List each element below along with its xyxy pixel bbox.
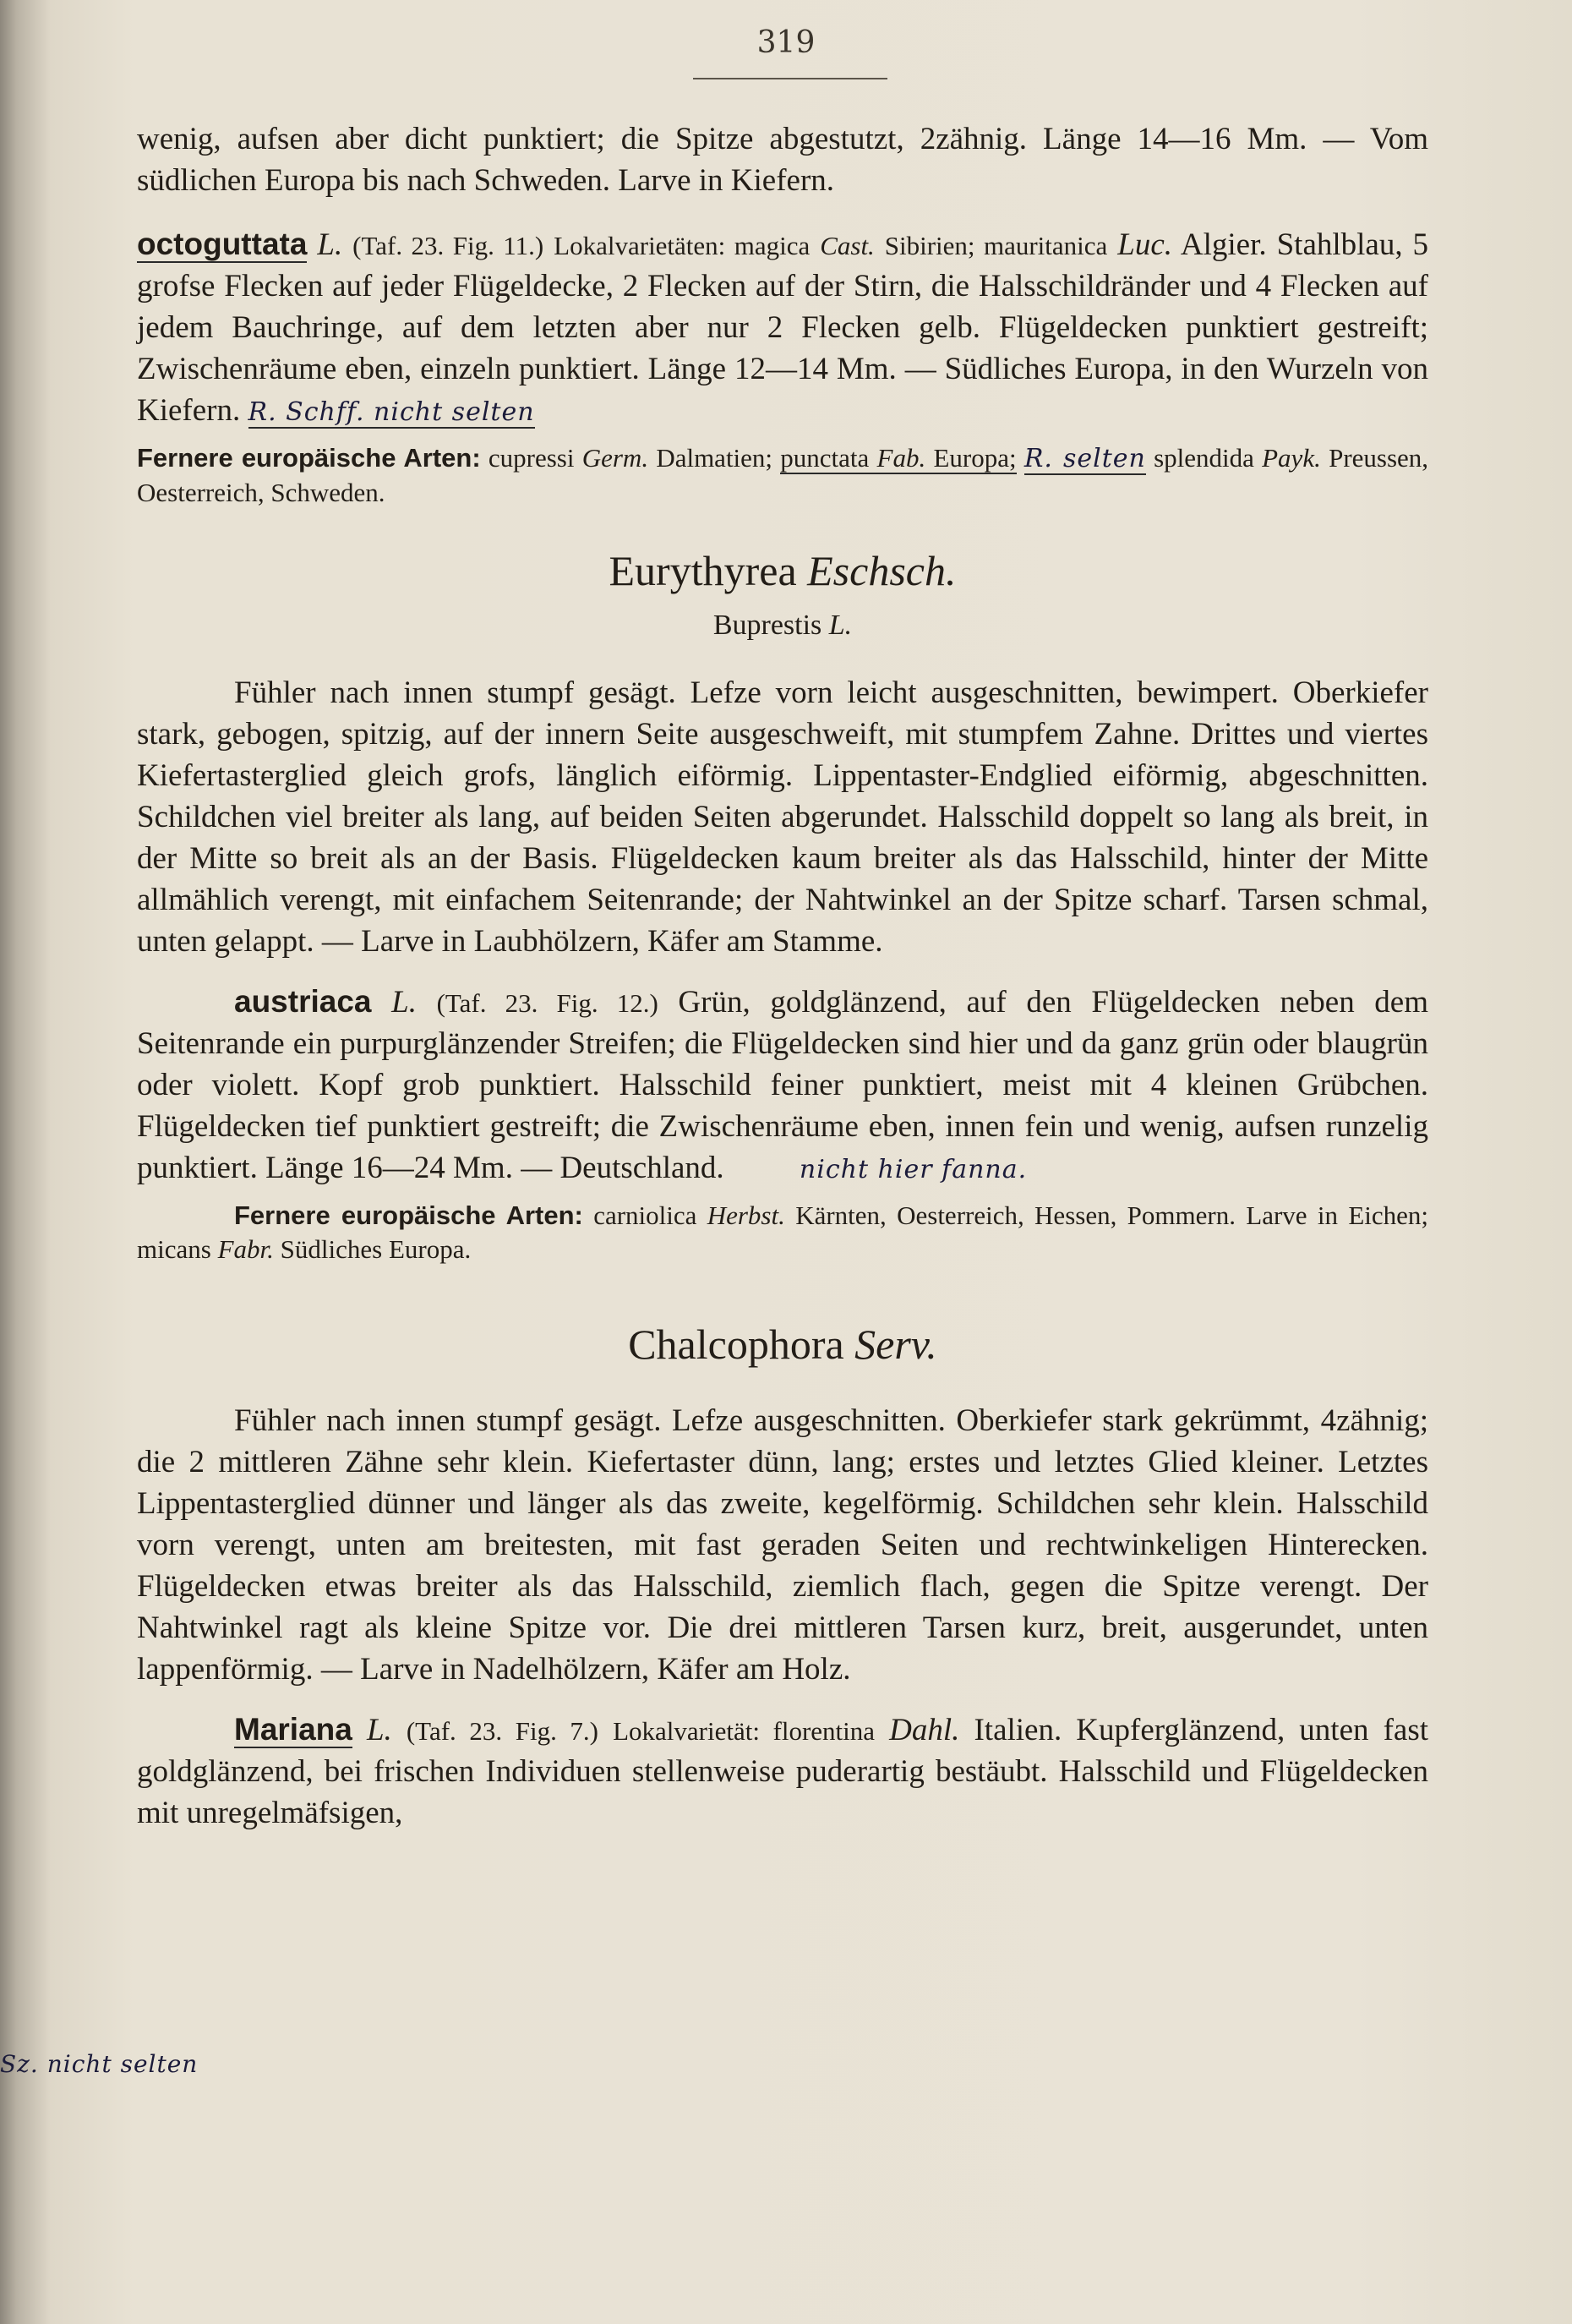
species-term: splendida — [1154, 443, 1254, 473]
species-name: Mariana — [234, 1712, 352, 1747]
species-term: Südliches Europa. — [280, 1234, 472, 1264]
species-term: carniolica — [593, 1200, 697, 1230]
species-author: L. — [366, 1713, 392, 1747]
species-author: L. — [317, 227, 343, 262]
variety-text-2: Sibirien; mauritanica — [884, 231, 1108, 260]
further-species-label: Fernere europäische Arten: — [137, 443, 481, 473]
species-term: Preussen, Oesterreich, Schweden. — [137, 443, 1429, 507]
species-term: Europa; — [933, 443, 1017, 473]
variety-text: Lokalvarietät: florentina — [613, 1716, 876, 1746]
genus-description: Fühler nach innen stumpf gesägt. Lefze vorn leicht ausgeschnitten, bewimpert. Oberkiefer stark, gebogen, spitzig, auf der innern Seite ausgeschweift, mit stumpfem Zahne. Drittes und viertes Kiefertasterglied gleich grofs, länglich eiförmig. Lippentaster-Endglied eiförmig, abgeschnitten. Schildchen viel breiter als lang, auf beiden Seiten abgerundet. Halsschild doppelt so lang als breit, in der Mitte so breit als an der Basis. Flügeldecken kaum breiter als das Halsschild, hinter der Mitte allmählich verengt, mit einfachem Seitenrande; der Nahtwinkel an der Spitze scharf. Tarsen schmal, unten gelappt. — Larve in Laubhölzern, Käfer am Stamme. — [137, 675, 1428, 959]
species-term: Kärnten, Oesterreich, Hessen, Pommern. Larve in Eichen; micans — [137, 1200, 1429, 1264]
variety-text: Lokalvarietäten: magica — [554, 231, 811, 260]
species-author: Payk. — [1262, 443, 1321, 473]
species-author: L. — [391, 985, 417, 1020]
species-author: Fab. — [876, 443, 926, 473]
species-author: Fabr. — [217, 1234, 274, 1264]
genus-description: Fühler nach innen stumpf gesägt. Lefze ausgeschnitten. Oberkiefer stark gekrümmt, 4zähnig; die 2 mittleren Zähne sehr klein. Kiefertaster dünn, lang; erstes und letztes Glied kleiner. Letztes Lippentasterglied dünner und länger als das zweite, kegelförmig. Schildchen sehr klein. Halsschild vorn verengt, unten am breitesten, mit fast geraden Seiten und rechtwinkeligen Hinterecken. Flügeldecken etwas breiter als das Halsschild, ziemlich flach, gegen die Spitze verengt. Der Nahtwinkel ragt als kleine Spitze vor. Die drei mittleren Tarsen kurz, breit, ausgerundet, unten lappenförmig. — Larve in Nadelhölzern, Käfer am Holz. — [137, 1403, 1428, 1687]
handwritten-margin-note: Sz. nicht selten — [0, 2050, 199, 2078]
species-description: Grün, goldglänzend, auf den Flügeldecken neben dem Seitenrande ein purpurglänzender Streifen; die Flügeldecken sind hier und da ganz grün oder blaugrün oder violett. Kopf grob punktiert. Halsschild feiner punktiert, meist mit 4 kleinen Grübchen. Flügeldecken tief punktiert gestreift; die Zwischenräume eben, innen fein und wenig, aufsen runzelig punktiert. Länge 16—24 Mm. — Deutschland. — [137, 985, 1429, 1185]
variety-author: Dahl. — [889, 1713, 960, 1747]
species-name: austriaca — [234, 984, 372, 1019]
variety-author: Cast. — [820, 231, 875, 260]
genus-heading-eurythyrea — [137, 544, 1428, 598]
genus-heading-chalcophora — [137, 1317, 1428, 1371]
handwritten-note: nicht hier fanna. — [799, 1155, 1028, 1184]
synonym-name: Buprestis — [712, 610, 822, 641]
species-term: Dalmatien; — [656, 443, 773, 473]
plate-reference: (Taf. 23. Fig. 7.) — [406, 1716, 598, 1746]
handwritten-note: R. Schff. nicht selten — [248, 397, 535, 427]
page-number-rule — [693, 78, 887, 79]
species-term: cupressi — [488, 443, 575, 473]
species-author: Herbst. — [707, 1200, 785, 1230]
species-description: Algier. Stahlblau, 5 grofse Flecken auf jeder Flügeldecke, 2 Flecken auf der Stirn, die Halsschildränder und 4 Flecken auf jedem Bauchringe, auf dem letzten aber nur 2 Flecken gelb. Flügeldecken punktiert gestreift; Zwischenräume eben, einzeln punktiert. Länge 12—14 Mm. — Südliches Europa, in den Wurzeln von Kiefern. — [137, 227, 1429, 428]
species-name: octoguttata — [137, 227, 308, 261]
handwritten-note: R. selten — [1023, 444, 1146, 473]
species-octoguttata — [137, 223, 1428, 433]
species-term: punctata — [780, 443, 870, 473]
species-description: Italien. Kupferglänzend, unten fast goldglänzend, bei frischen Individuen stellenweise puderartig bestäubt. Halsschild und Flügeldecken mit unregelmäfsigen, — [137, 1713, 1429, 1830]
further-species — [137, 1199, 1428, 1266]
paragraph-continuation: wenig, aufsen aber dicht punktiert; die Spitze abgestutzt, 2zähnig. Länge 14—16 Mm. — Vom südlichen Europa bis nach Schweden. Larve in Kiefern. — [137, 122, 1428, 198]
page-number: 319 — [756, 25, 816, 60]
page-content — [137, 118, 1428, 1834]
further-species — [137, 441, 1428, 510]
synonym-author: L. — [828, 610, 853, 641]
genus-name: Chalcophora — [628, 1321, 844, 1368]
species-author: Germ. — [581, 443, 649, 473]
plate-reference: (Taf. 23. Fig. 11.) — [352, 231, 544, 260]
underlined-species — [780, 443, 1016, 474]
plate-reference: (Taf. 23. Fig. 12.) — [436, 988, 658, 1018]
species-austriaca — [137, 981, 1428, 1190]
further-species-label: Fernere europäische Arten: — [234, 1200, 583, 1230]
genus-name: Eurythyrea — [609, 547, 797, 594]
variety-author-2: Luc. — [1117, 227, 1172, 262]
genus-author: Serv. — [854, 1321, 937, 1368]
genus-author: Eschsch. — [807, 547, 957, 594]
genus-synonym — [137, 606, 1428, 645]
species-mariana — [137, 1709, 1428, 1834]
